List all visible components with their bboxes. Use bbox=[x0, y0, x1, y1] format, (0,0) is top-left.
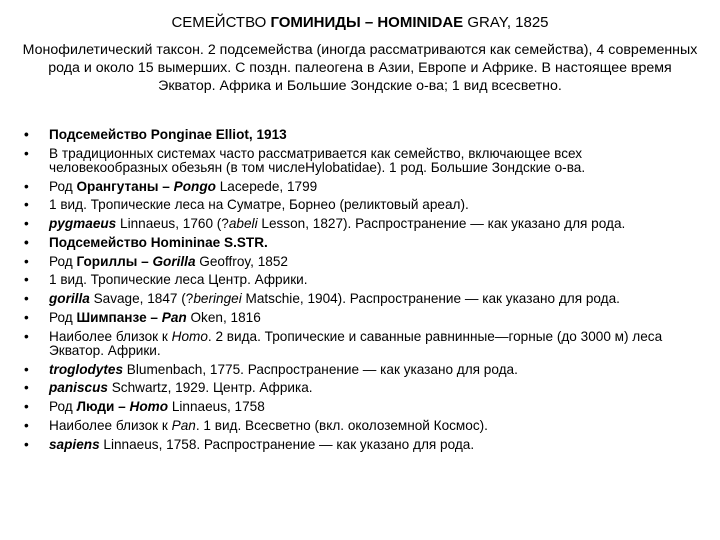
taxon-list bbox=[24, 128, 684, 457]
list-item: • pygmaeus Linnaeus, 1760 (?abeli Lesson, 1827). Распространение — как указано для рода. bbox=[24, 217, 684, 231]
list-item: • paniscus Schwartz, 1929. Центр. Африка. bbox=[24, 381, 684, 395]
list-item: • Род Орангутаны – Pongo Lacepede, 1799 bbox=[24, 180, 684, 194]
list-item: • Род Шимпанзе – Pan Oken, 1816 bbox=[24, 311, 684, 325]
list-item: • Наиболее близок к Homo. 2 вида. Тропические и саванные равнинные—горные (до 3000 м) леса Экватор. Африки. bbox=[24, 330, 684, 358]
list-item: • sapiens Linnaeus, 1758. Распространение — как указано для рода. bbox=[24, 438, 684, 452]
list-item: • Род Гориллы – Gorilla Geoffroy, 1852 bbox=[24, 255, 684, 269]
list-item: • Подсемейство Ponginae Elliot, 1913 bbox=[24, 128, 684, 142]
list-item: • 1 вид. Тропические леса Центр. Африки. bbox=[24, 273, 684, 287]
family-description: Монофилетический таксон. 2 подсемейства (иногда рассматриваются как семейства), 4 современных рода и около 15 вымерших. С поздн. палеогена в Азии, Европе и Африке. В настоящее время Экватор. Африка и Большие Зондские о-ва; 1 вид всесветно. bbox=[22, 42, 698, 94]
list-item: • В традиционных системах часто рассматривается как семейство, включающее всех человекообразных обезьян (в том числеHylobatidae). 1 род. Большие Зондские о-ва. bbox=[24, 147, 684, 175]
list-item: • Род Люди – Homo Linnaeus, 1758 bbox=[24, 400, 684, 414]
list-item: • troglodytes Blumenbach, 1775. Распространение — как указано для рода. bbox=[24, 363, 684, 377]
slide-title bbox=[0, 14, 720, 32]
list-item: • 1 вид. Тропические леса на Суматре, Борнео (реликтовый ареал). bbox=[24, 198, 684, 212]
list-item: • Подсемейство Homininae S.STR. bbox=[24, 236, 684, 250]
list-item: • Наиболее близок к Pan. 1 вид. Всесветно (вкл. околоземной Космос). bbox=[24, 419, 684, 433]
title-taxon: ГОМИНИДЫ – HOMINIDAE bbox=[270, 14, 464, 31]
list-item: • gorilla Savage, 1847 (?beringei Matschie, 1904). Распространение — как указано для рода. bbox=[24, 292, 684, 306]
title-prefix: СЕМЕЙСТВО bbox=[171, 14, 271, 31]
title-author: GRAY, 1825 bbox=[463, 14, 549, 31]
